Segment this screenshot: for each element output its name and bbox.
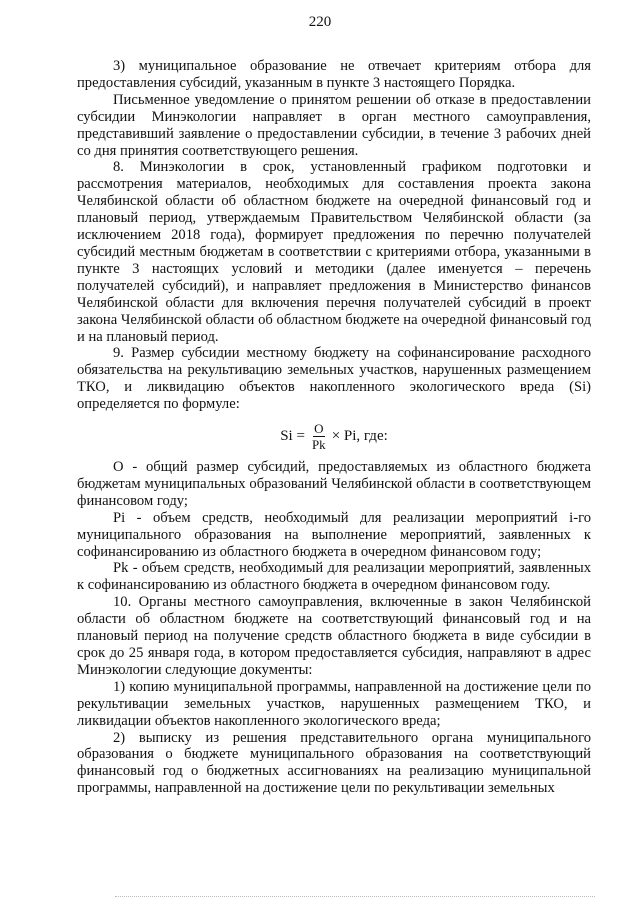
paragraph-written-notice: Письменное уведомление о принятом решении об отказе в предоставлении субсидии Минэкологии направляет в орган местного самоуправления, представивший заявление о предоставлении субсидии, в течение 3 рабочих дней со дня принятия соответствующего решения. <box>77 91 591 159</box>
formula-denominator: Pk <box>311 436 326 452</box>
document-body <box>77 58 591 797</box>
paragraph-definition-o: O - общий размер субсидий, предоставляемых из областного бюджета бюджетам муниципальных образований Челябинской области в соответствующем финансовом году; <box>77 459 591 509</box>
paragraph-item-9: 9. Размер субсидии местному бюджету на софинансирование расходного обязательства на рекультивацию земельных участков, нарушенных размещением ТКО, и ликвидацию объектов накопленного экологического вреда (Si) определяется по формуле: <box>77 345 591 413</box>
formula-fraction <box>311 421 327 452</box>
paragraph-definition-pk: Pk - объем средств, необходимый для реализации мероприятий, заявленных к софинансированию из областного бюджета в очередном финансовом году. <box>77 560 591 594</box>
formula-numerator: O <box>314 420 324 436</box>
scan-footer-line <box>115 896 595 897</box>
paragraph-item-8: 8. Минэкологии в срок, установленный графиком подготовки и рассмотрения материалов, необходимых для составления проекта закона Челябинской области об областном бюджете на очередной финансовый год и плановый период, утверждаемым Правительством Челябинской области (за исключением 2018 года), формирует предложения по перечню получателей субсидий местным бюджетам в соответствии с критериями отбора, указанными в пункте 3 настоящих условий и методики (далее именуется – перечень получателей субсидий), и направляет предложения в Министерство финансов Челябинской области для включения перечня получателей субсидий в проект закона Челябинской области об областном бюджете на очередной финансовый год и на плановый период. <box>77 159 591 345</box>
paragraph-criteria-mismatch: 3) муниципальное образование не отвечает критериям отбора для предоставления субсидий, указанным в пункте 3 настоящего Порядка. <box>77 58 591 91</box>
formula-rhs: × Pi, где: <box>331 427 388 444</box>
paragraph-item-10: 10. Органы местного самоуправления, включенные в закон Челябинской области об областном бюджете на соответствующий финансовый год и на плановый период на получение средств областного бюджета в виде субсидии в срок до 25 января года, в котором предоставляется субсидия, направляют в адрес Минэкологии следующие документы: <box>77 594 591 678</box>
subsidy-formula <box>77 416 591 456</box>
page-number: 220 <box>308 14 332 30</box>
paragraph-definition-pi: Pi - объем средств, необходимый для реализации мероприятий i-го муниципального образования на выполнение мероприятий, заявленных к софинансированию из областного бюджета в очередном финансовом году; <box>77 509 591 560</box>
formula-lhs: Si = <box>280 427 305 444</box>
paragraph-item-10-2: 2) выписку из решения представительного органа муниципального образования о бюджете муниципального образования на соответствующий финансовый год о бюджетных ассигнованиях на реализацию муниципальной программы, направленной на достижение цели по рекультивации земельных <box>77 729 591 797</box>
paragraph-item-10-1: 1) копию муниципальной программы, направленной на достижение цели по рекультивации земельных участков, нарушенных размещением ТКО, и ликвидации объектов накопленного экологического вреда; <box>77 678 591 729</box>
